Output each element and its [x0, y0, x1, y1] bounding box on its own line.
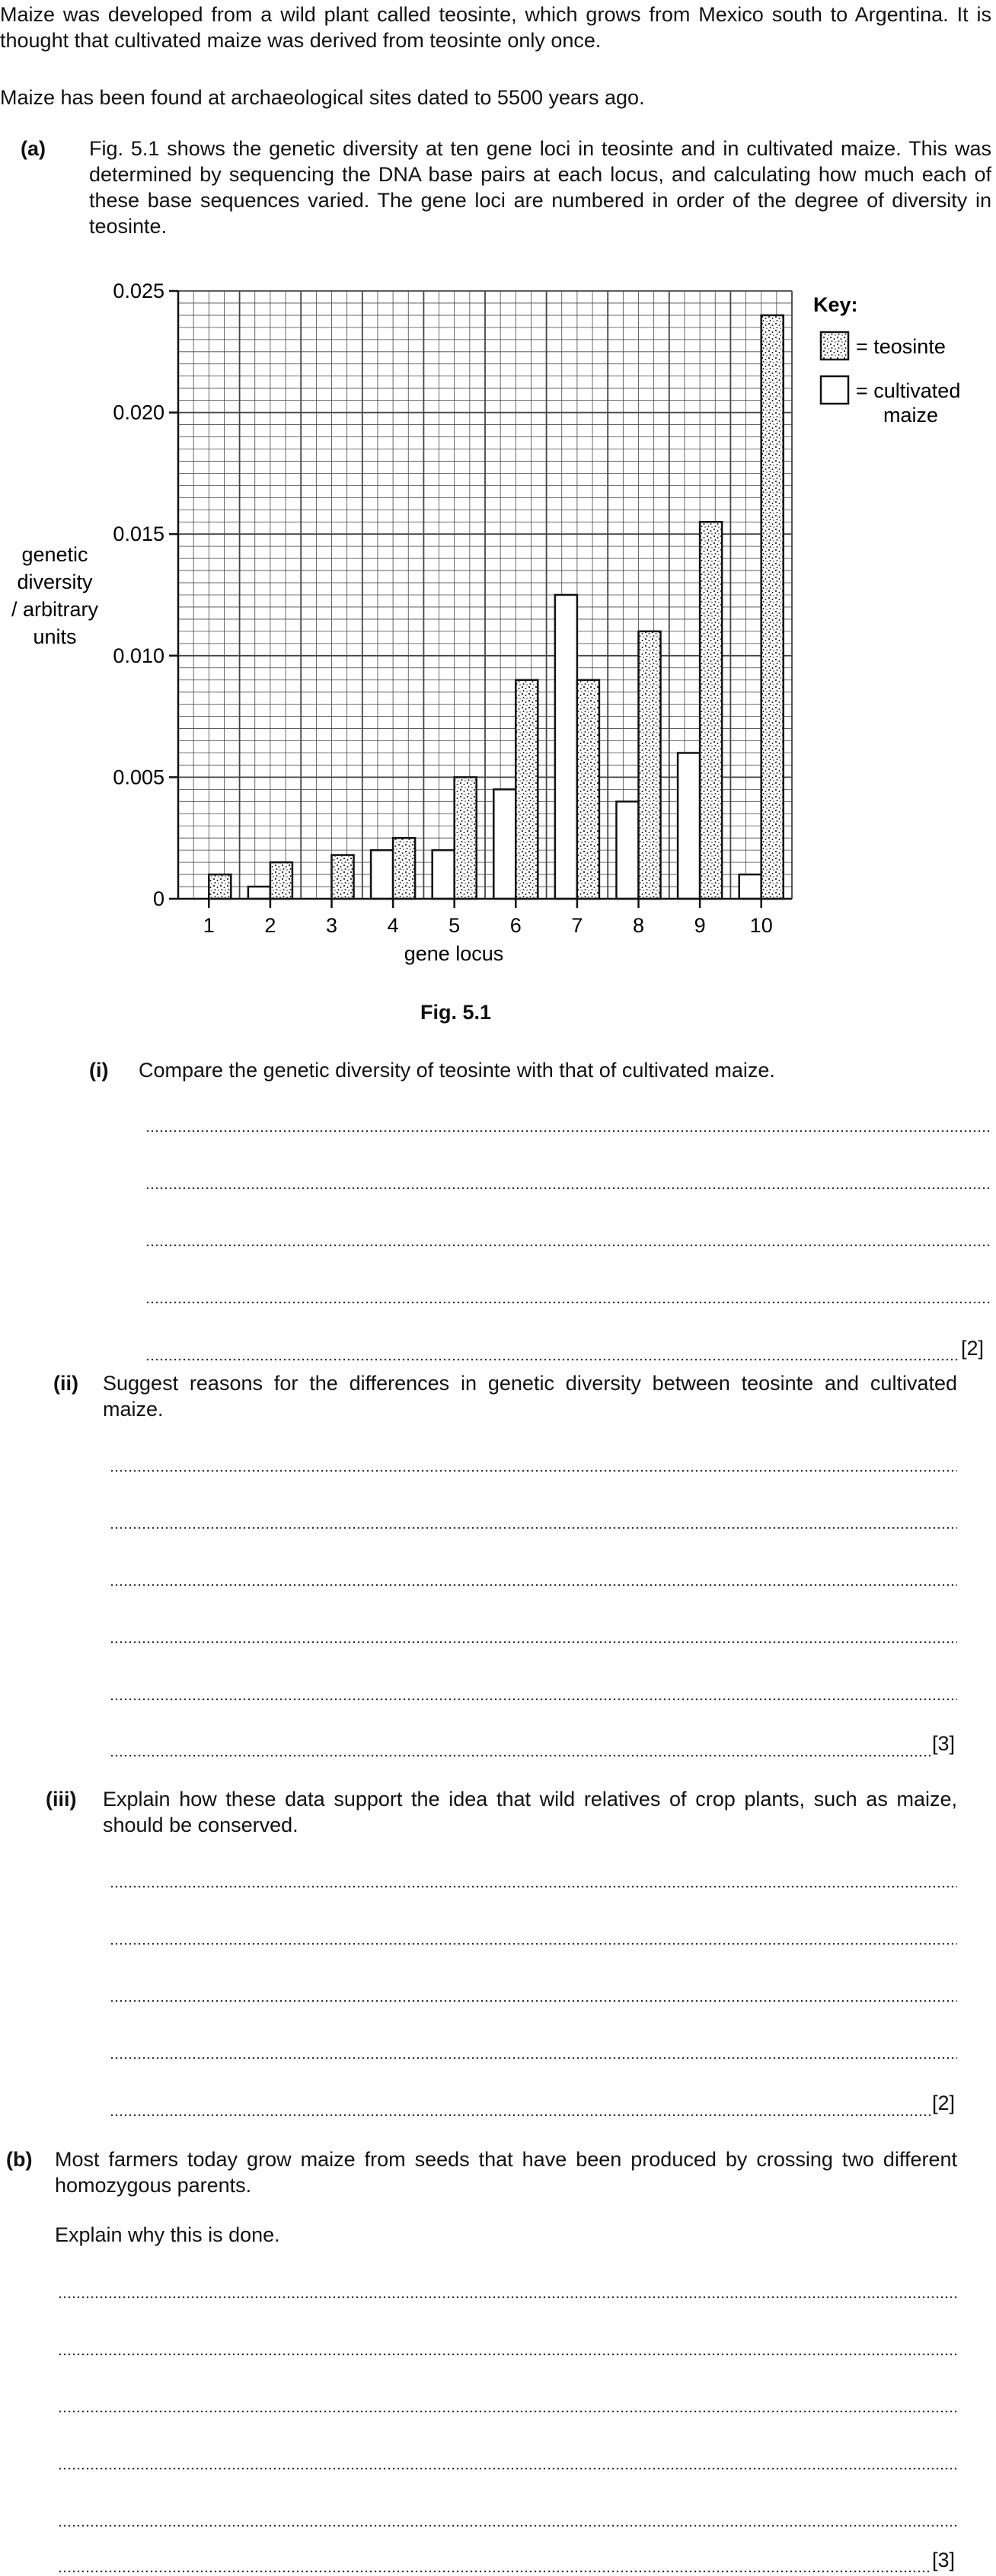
bar-maize-locus-7: [555, 595, 577, 899]
y-axis-label-line-2: diversity: [17, 570, 93, 593]
answer-line-iii-2[interactable]: [110, 1942, 957, 1945]
y-tick-label: 0.005: [113, 765, 164, 789]
part-b-text: Most farmers today grow maize from seeds that have been produced by crossing two different homozygous parents.: [55, 2148, 957, 2197]
q-iii-text: Explain how these data support the idea that wild relatives of crop plants, such as maize, should be conserved.: [103, 1788, 957, 1836]
q-ii-label: (ii): [53, 1372, 78, 1395]
bar-teosinte-locus-3: [332, 855, 354, 899]
bar-maize-locus-5: [433, 850, 455, 899]
x-tick-label: 6: [509, 914, 522, 937]
x-tick-label: 2: [264, 914, 276, 937]
intro-paragraph-2: Maize has been found at archaeological sites dated to 5500 years ago.: [0, 86, 645, 109]
bar-teosinte-locus-2: [270, 862, 292, 899]
answer-line-b-6[interactable]: [58, 2570, 932, 2573]
x-tick-labels: [203, 899, 773, 937]
y-axis-label-line-4: units: [33, 625, 77, 648]
bar-teosinte-locus-9: [700, 522, 722, 899]
q-i-label: (i): [89, 1059, 109, 1082]
part-b-prompt: Explain why this is done.: [55, 2223, 280, 2246]
y-tick-label: 0.025: [113, 280, 164, 302]
x-tick-label: 7: [571, 914, 583, 937]
bar-maize-locus-6: [493, 789, 516, 899]
key-maize-label-line-2: maize: [883, 404, 939, 427]
answer-line-iii-5[interactable]: [110, 2114, 932, 2117]
answer-line-b-4[interactable]: [58, 2467, 957, 2470]
answer-line-ii-6[interactable]: [110, 1754, 932, 1757]
q-i-marks: [2]: [961, 1337, 985, 1360]
answer-line-ii-1[interactable]: [110, 1469, 957, 1472]
q-iii-marks: [2]: [932, 2092, 956, 2114]
bar-maize-locus-8: [616, 801, 638, 899]
answer-line-iii-3[interactable]: [110, 1999, 957, 2002]
x-tick-label: 3: [325, 914, 338, 937]
bar-maize-locus-10: [739, 874, 761, 899]
part-a-text: Fig. 5.1 shows the genetic diversity at ten gene loci in teosinte and in cultivated maize. This was determined by sequencing the DNA base pairs at each locus, and calculating how much each of these base sequences varied. The gene loci are numbered in order of the degree of diversity in teosinte.: [89, 137, 991, 238]
x-tick-label: 8: [632, 914, 645, 937]
bar-maize-locus-9: [678, 753, 700, 899]
x-tick-label: 9: [694, 914, 706, 937]
answer-line-i-1[interactable]: [145, 1130, 991, 1133]
bar-maize-locus-2: [248, 887, 270, 899]
key-maize-label-line-1: = cultivated: [856, 379, 961, 402]
answer-line-iii-4[interactable]: [110, 2057, 957, 2060]
key-teosinte-swatch: [821, 332, 848, 360]
figure-caption: Fig. 5.1: [420, 1001, 492, 1024]
part-b-marks: [3]: [932, 2549, 956, 2571]
bar-teosinte-locus-10: [761, 315, 784, 899]
intro-paragraph-1: Maize was developed from a wild plant called teosinte, which grows from Mexico south to Argentina. It is thought that cultivated maize was derived from teosinte only once.: [0, 3, 991, 52]
part-b-label: (b): [6, 2148, 33, 2171]
key-title: Key:: [813, 293, 858, 316]
y-tick-labels: [113, 280, 178, 910]
x-tick-label: 4: [387, 914, 399, 937]
key-teosinte-label: = teosinte: [856, 335, 946, 358]
q-ii-text: Suggest reasons for the differences in genetic diversity between teosinte and cultivated maize.: [103, 1372, 957, 1421]
y-axis-label-line-1: genetic: [21, 543, 88, 566]
answer-line-i-5[interactable]: [145, 1358, 960, 1361]
y-tick-label: 0: [152, 887, 164, 910]
bar-teosinte-locus-6: [516, 680, 538, 899]
answer-line-b-3[interactable]: [58, 2410, 957, 2413]
y-tick-label: 0.015: [113, 523, 164, 546]
q-iii-label: (iii): [46, 1788, 77, 1811]
x-tick-label: 10: [749, 914, 773, 937]
answer-line-b-2[interactable]: [58, 2353, 957, 2356]
answer-line-b-5[interactable]: [58, 2524, 957, 2527]
bar-maize-locus-4: [371, 850, 393, 899]
bar-teosinte-locus-1: [209, 874, 231, 899]
x-tick-label: 1: [203, 914, 215, 937]
y-tick-label: 0.010: [113, 644, 164, 667]
bar-teosinte-locus-5: [455, 777, 477, 899]
answer-line-ii-2[interactable]: [110, 1526, 957, 1529]
bar-teosinte-locus-8: [639, 631, 661, 899]
x-axis-label: gene locus: [404, 942, 504, 965]
answer-line-ii-3[interactable]: [110, 1584, 957, 1587]
y-tick-label: 0.020: [113, 401, 164, 424]
answer-line-ii-5[interactable]: [110, 1698, 957, 1701]
key-maize-swatch: [821, 376, 848, 404]
part-a-label: (a): [21, 137, 46, 160]
answer-line-i-2[interactable]: [145, 1187, 991, 1190]
bar-teosinte-locus-7: [577, 680, 599, 899]
answer-line-i-3[interactable]: [145, 1244, 991, 1247]
answer-line-iii-1[interactable]: [110, 1885, 957, 1888]
genetic-diversity-chart: [0, 274, 996, 1036]
answer-line-i-4[interactable]: [145, 1301, 991, 1304]
x-tick-label: 5: [449, 914, 461, 937]
bar-teosinte-locus-4: [393, 838, 415, 899]
q-ii-marks: [3]: [932, 1732, 956, 1755]
answer-line-ii-4[interactable]: [110, 1641, 957, 1644]
q-i-text: Compare the genetic diversity of teosinte with that of cultivated maize.: [139, 1059, 775, 1082]
y-axis-label-line-3: / arbitrary: [11, 598, 99, 621]
answer-line-b-1[interactable]: [58, 2296, 957, 2299]
